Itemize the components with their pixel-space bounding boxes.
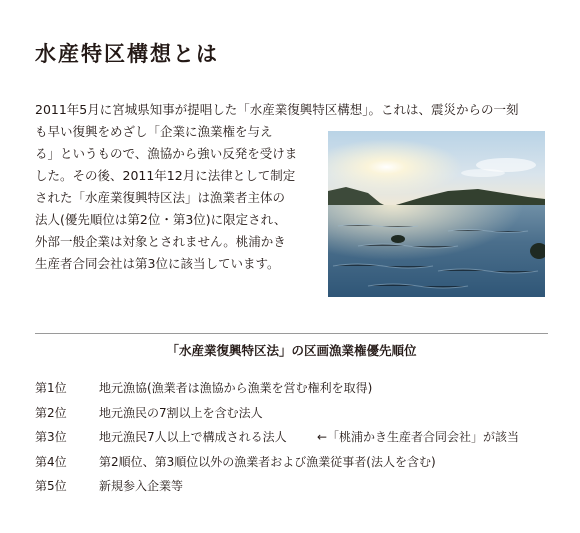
list-item — [35, 427, 550, 452]
intro-line: した。その後、2011年12月に法律として制定 — [35, 168, 296, 183]
intro-line: る」というもので、漁協から強い反発を受けま — [35, 146, 298, 161]
rank-label: 第2位 — [35, 405, 67, 420]
intro-paragraph — [35, 121, 325, 275]
page-title: 水産特区構想とは — [35, 42, 219, 66]
intro-line: 法人(優先順位は第2位・第3位)に限定され、 — [35, 212, 287, 227]
ranking-title: 「水産業復興特区法」の区画漁業権優先順位 — [166, 343, 417, 358]
intro-line: 生産者合同会社は第3位に該当しています。 — [35, 256, 280, 271]
rank-description: 地元漁民7人以上で構成される法人 — [99, 430, 287, 444]
intro-first-line: 2011年5月に宮城県知事が提唱した「水産業復興特区構想」。これは、震災からの一刻 — [35, 102, 519, 117]
intro-line: も早い復興をめざし「企業に漁業権を与え — [35, 124, 273, 139]
rank-label: 第1位 — [35, 381, 67, 395]
list-item — [35, 476, 550, 501]
rank-description: 地元漁協(漁業者は漁協から漁業を営む権利を取得) — [99, 381, 373, 395]
list-item — [35, 378, 550, 403]
section-divider — [35, 333, 548, 334]
rank-description: 新規参入企業等 — [99, 479, 184, 493]
intro-line: 外部一般企業は対象とされません。桃浦かき — [35, 234, 286, 249]
rank-note: ←「桃浦かき生産者合同会社」が該当 — [317, 430, 520, 444]
sunset-sea-photo — [328, 131, 545, 297]
rank-description: 第2順位、第3順位以外の漁業者および漁業従事者(法人を含む) — [99, 454, 436, 469]
rank-description: 地元漁民の7割以上を含む法人 — [99, 405, 263, 420]
list-item — [35, 403, 550, 428]
priority-ranking-list — [35, 378, 550, 501]
rank-label: 第4位 — [35, 454, 67, 469]
rank-label: 第3位 — [35, 430, 67, 444]
intro-line: された「水産業復興特区法」は漁業者主体の — [35, 190, 286, 205]
list-item — [35, 452, 550, 477]
rank-label: 第5位 — [35, 479, 67, 493]
